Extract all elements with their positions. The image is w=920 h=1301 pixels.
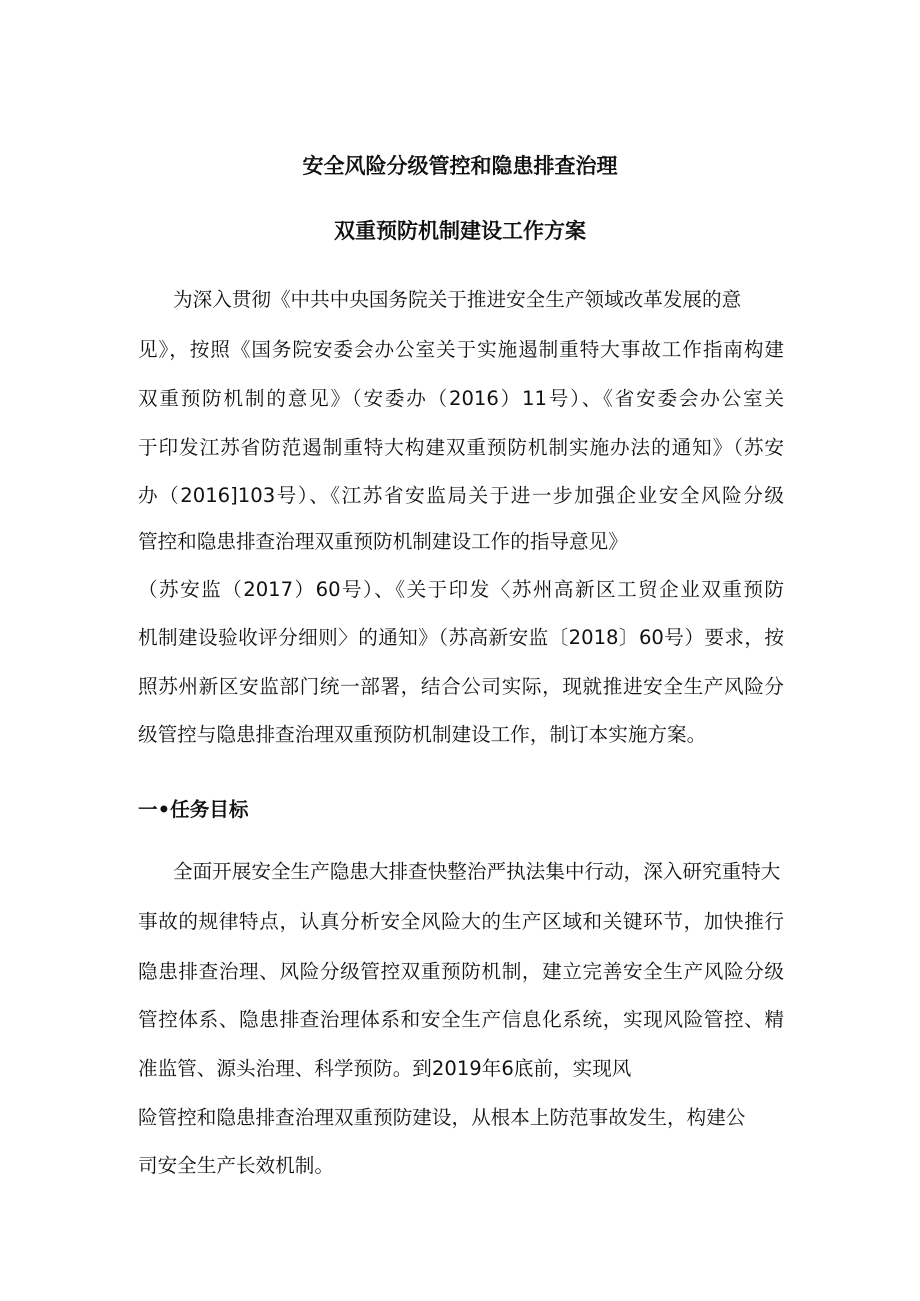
document-title-line-2: 双重预防机制建设工作方案 (334, 219, 586, 243)
paragraph-1-line: 于印发江苏省防范遏制重特大构建双重预防机制实施办法的通知》（苏安 (138, 436, 784, 459)
paragraph-1-line: 见》，按照《国务院安委会办公室关于实施遏制重特大事故工作指南构建 (138, 338, 784, 361)
paragraph-2-line: 全面开展安全生产隐患大排查快整治严执法集中行动，深入研究重特大 (173, 860, 781, 883)
paragraph-1-line: 双重预防机制的意见》（安委办（2016）11号）、《省安委会办公室关 (138, 387, 784, 410)
paragraph-2-line: 司安全生产长效机制。 (138, 1154, 334, 1177)
paragraph-1-line: 办（2016]103号）、《江苏省安监局关于进一步加强企业安全风险分级 (138, 484, 784, 507)
paragraph-2-line: 管控体系、隐患排查治理体系和安全生产信息化系统，实现风险管控、精 (138, 1008, 784, 1031)
paragraph-1-line: （苏安监（2017）60号）、《关于印发〈苏州高新区工贸企业双重预防 (138, 578, 784, 601)
paragraph-2-line: 准监管、源头治理、科学预防。到2019年6底前，实现风 (138, 1057, 632, 1080)
paragraph-1-line: 机制建设验收评分细则〉的通知》（苏高新安监〔2018〕60号）要求，按 (138, 626, 784, 649)
paragraph-1-line: 照苏州新区安监部门统一部署，结合公司实际，现就推进安全生产风险分 (138, 675, 784, 698)
paragraph-1-line: 级管控与隐患排查治理双重预防机制建设工作，制订本实施方案。 (138, 723, 707, 746)
paragraph-2-line: 隐患排查治理、风险分级管控双重预防机制，建立完善安全生产风险分级 (138, 960, 784, 983)
paragraph-2-line: 险管控和隐患排查治理双重预防建设，从根本上防范事故发生，构建公 (138, 1106, 746, 1129)
paragraph-1-line: 为深入贯彻《中共中央国务院关于推进安全生产领域改革发展的意 (173, 288, 742, 311)
document-title-line-1: 安全风险分级管控和隐患排查治理 (302, 154, 618, 178)
section-1-heading: 一•任务目标 (138, 798, 249, 821)
paragraph-2-line: 事故的规律特点，认真分析安全风险大的生产区域和关键环节，加快推行 (138, 910, 784, 933)
paragraph-1-line: 管控和隐患排查治理双重预防机制建设工作的指导意见》 (138, 530, 628, 553)
